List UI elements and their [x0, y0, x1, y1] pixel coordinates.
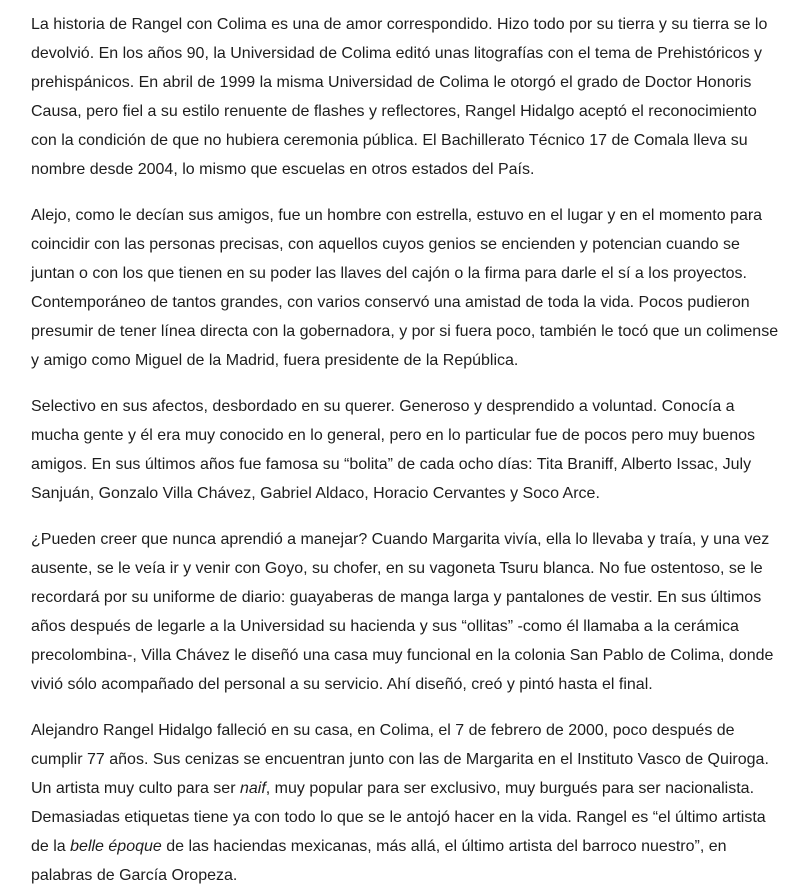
paragraph-friends: Selectivo en sus afectos, desbordado en su querer. Generoso y desprendido a voluntad. Conocía a mucha gente y él era muy conocido en lo general, pero en lo particular fue de pocos pero muy buenos amigos. En sus últimos años fue famosa su “bolita” de cada ocho días: Tita Braniff, Alberto Issac, July Sanjuán, Gonzalo Villa Chávez, Gabriel Aldaco, Horacio Cervantes y Soco Arce.	[31, 398, 755, 502]
paragraph-death-text-2: , muy popular para ser exclusivo, muy burgués para ser nacionalista. Demasiadas etiquetas tiene ya con todo lo que se le antojó hacer en la vida. Rangel es “el último artista de la	[31, 780, 766, 855]
emphasis-naif: naif	[239, 780, 266, 797]
paragraph-death-text-3: de las haciendas mexicanas, más allá, el último artista del barroco nuestro”, en palabras de García Oropeza.	[31, 838, 727, 884]
paragraph-alejo-star: Alejo, como le decían sus amigos, fue un hombre con estrella, estuvo en el lugar y en el momento para coincidir con las personas precisas, con aquellos cuyos genios se encienden y potencian cuando se juntan o con los que tienen en su poder las llaves del cajón o la firma para darle el sí a los proyectos. Contemporáneo de tantos grandes, con varios conservó una amistad de toda la vida. Pocos pudieron presumir de tener línea directa con la gobernadora, y por si fuera poco, también le tocó que un colimense y amigo como Miguel de la Madrid, fuera presidente de la República.	[31, 207, 779, 369]
emphasis-belle-epoque: belle époque	[70, 838, 162, 855]
paragraph-colima-love: La historia de Rangel con Colima es una de amor correspondido. Hizo todo por su tierra y su tierra se lo devolvió. En los años 90, la Universidad de Colima editó unas litografías con el tema de Prehistóricos y prehispánicos. En abril de 1999 la misma Universidad de Colima le otorgó el grado de Doctor Honoris Causa, pero fiel a su estilo renuente de flashes y reflectores, Rangel Hidalgo aceptó el reconocimiento con la condición de que no hubiera ceremonia pública. El Bachillerato Técnico 17 de Comala lleva su nombre desde 2004, lo mismo que escuelas en otros estados del País.	[31, 16, 768, 178]
paragraph-death	[31, 716, 785, 890]
paragraph-death-text-1: Alejandro Rangel Hidalgo falleció en su casa, en Colima, el 7 de febrero de 2000, poco después de cumplir 77 años. Sus cenizas se encuentran junto con las de Margarita en el Instituto Vasco de Quiroga. Un artista muy culto para ser	[31, 722, 769, 797]
paragraph-driving: ¿Pueden creer que nunca aprendió a manejar? Cuando Margarita vivía, ella lo llevaba y traía, y una vez ausente, se le veía ir y venir con Goyo, su chofer, en su vagoneta Tsuru blanca. No fue ostentoso, se le recordará por su uniforme de diario: guayaberas de manga larga y pantalones de vestir. En sus últimos años después de legarle a la Universidad su hacienda y sus “ollitas” -como él llamaba a la cerámica precolombina-, Villa Chávez le diseñó una casa muy funcional en la colonia San Pablo de Colima, donde vivió sólo acompañado del personal a su servicio. Ahí diseñó, creó y pintó hasta el final.	[31, 531, 774, 693]
